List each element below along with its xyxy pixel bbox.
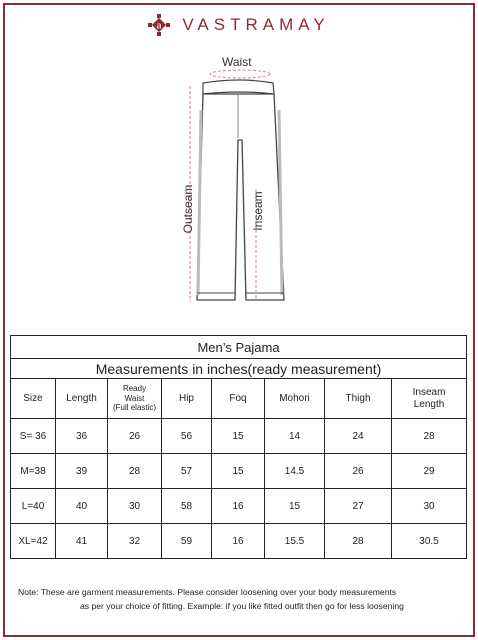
svg-text:a: a (156, 21, 163, 32)
fitting-note (18, 585, 463, 613)
cell-hip: 57 (162, 454, 212, 489)
cell-waist: 32 (108, 524, 162, 559)
header-mohori: Mohori (265, 379, 325, 419)
cell-hip: 59 (162, 524, 212, 559)
cell-length: 39 (56, 454, 108, 489)
waist-label: Waist (222, 55, 252, 69)
cell-foq: 15 (212, 454, 265, 489)
waist-measure-line (210, 70, 270, 78)
cell-hip: 56 (162, 419, 212, 454)
cell-inseam: 30 (392, 489, 467, 524)
header-hip: Hip (162, 379, 212, 419)
cell-foq: 16 (212, 489, 265, 524)
header-size: Size (11, 379, 56, 419)
table-row (11, 489, 467, 524)
header-foq: Foq (212, 379, 265, 419)
cell-size: S= 36 (11, 419, 56, 454)
cell-inseam: 30.5 (392, 524, 467, 559)
waistband (203, 80, 274, 94)
cell-waist: 30 (108, 489, 162, 524)
cell-mohori: 14.5 (265, 454, 325, 489)
inseam-label: Inseam (251, 191, 265, 231)
table-row (11, 524, 467, 559)
cell-size: L=40 (11, 489, 56, 524)
cell-thigh: 24 (325, 419, 392, 454)
brand-name: VASTRAMAY (182, 15, 330, 34)
brand-logo-icon (148, 14, 170, 36)
note-line2: as per your choice of fitting. Example: if you like fitted outfit then go for less loosening (80, 601, 404, 611)
cell-length: 40 (56, 489, 108, 524)
table-row (11, 419, 467, 454)
cell-foq: 16 (212, 524, 265, 559)
header-waist-line3: (Full elastic) (112, 403, 157, 413)
cell-inseam: 29 (392, 454, 467, 489)
header-inseam (392, 379, 467, 419)
cell-length: 36 (56, 419, 108, 454)
header-length: Length (56, 379, 108, 419)
cell-thigh: 27 (325, 489, 392, 524)
cell-foq: 15 (212, 419, 265, 454)
cell-mohori: 15 (265, 489, 325, 524)
outseam-label: Outseam (181, 184, 195, 234)
header-waist-line2: Waist (124, 393, 145, 403)
header-waist-line1: Ready (122, 384, 147, 394)
table-title: Men’s Pajama (11, 336, 467, 359)
header-thigh: Thigh (325, 379, 392, 419)
cell-mohori: 14 (265, 419, 325, 454)
header-inseam-line2: Length (413, 398, 445, 410)
pajama-outline (197, 94, 284, 300)
cell-size: M=38 (11, 454, 56, 489)
table-row (11, 454, 467, 489)
brand-header (0, 12, 478, 38)
size-chart-table (10, 335, 466, 559)
cell-mohori: 15.5 (265, 524, 325, 559)
cell-waist: 26 (108, 419, 162, 454)
cell-waist: 28 (108, 454, 162, 489)
note-line1: Note: These are garment measurements. Please consider loosening over your body measurements (18, 587, 397, 597)
table-subtitle: Measurements in inches(ready measurement) (11, 359, 467, 379)
header-inseam-line1: Inseam (412, 386, 446, 398)
header-waist (108, 379, 162, 419)
cell-inseam: 28 (392, 419, 467, 454)
cell-thigh: 28 (325, 524, 392, 559)
cell-size: XL=42 (11, 524, 56, 559)
cell-thigh: 26 (325, 454, 392, 489)
cell-hip: 58 (162, 489, 212, 524)
cell-length: 41 (56, 524, 108, 559)
